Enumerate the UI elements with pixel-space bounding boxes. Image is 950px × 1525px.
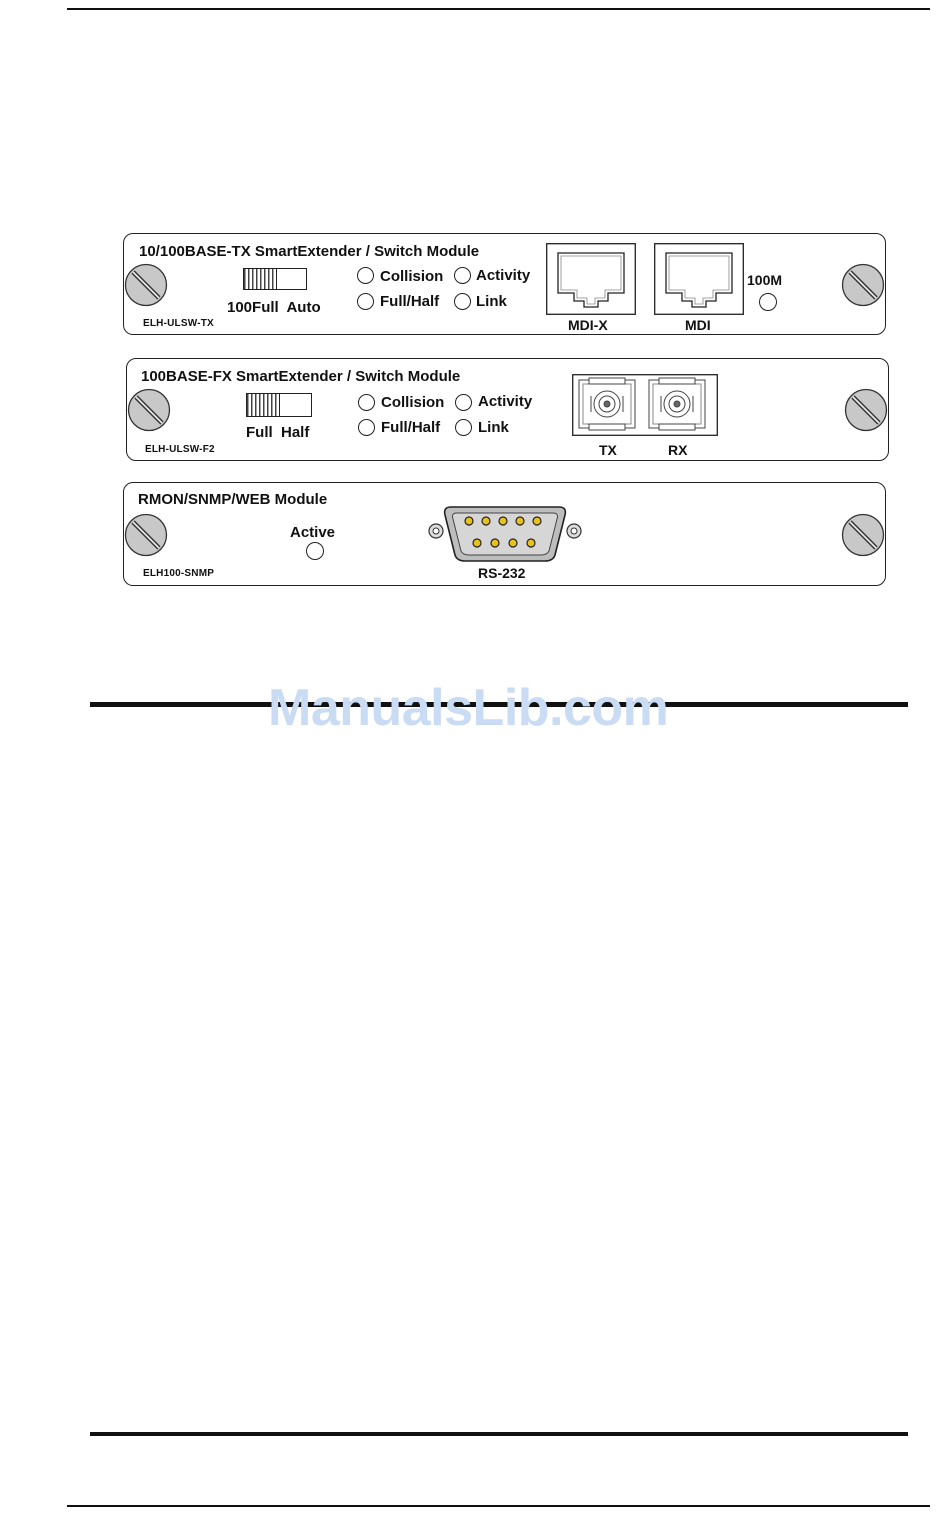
bottom-rule	[67, 1505, 930, 1507]
full-half-label: Full/Half	[380, 293, 440, 310]
link-led	[455, 419, 472, 436]
activity-led	[454, 267, 471, 284]
active-led	[306, 542, 324, 560]
link-label: Link	[476, 293, 507, 310]
collision-led	[357, 267, 374, 284]
switch-labels: Full Half	[246, 424, 310, 441]
speed-100m-label: 100M	[747, 272, 783, 288]
screw-icon	[841, 263, 885, 307]
section-rule-lower	[90, 1432, 908, 1436]
mdix-label: MDI-X	[568, 317, 608, 333]
screw-icon	[127, 388, 171, 432]
module-tx-model: ELH-ULSW-TX	[143, 318, 214, 329]
module-snmp-title: RMON/SNMP/WEB Module	[138, 491, 328, 508]
collision-led	[358, 394, 375, 411]
collision-label: Collision	[380, 268, 444, 285]
activity-led	[455, 394, 472, 411]
switch-labels: 100Full Auto	[227, 299, 321, 316]
screw-icon	[841, 513, 885, 557]
rs232-label: RS-232	[478, 565, 526, 581]
fiber-sc-port-icon[interactable]	[572, 374, 718, 436]
duplex-switch[interactable]	[243, 268, 307, 290]
module-fx-panel	[126, 358, 889, 461]
module-fx-title: 100BASE-FX SmartExtender / Switch Module	[141, 368, 461, 385]
fiber-rx-label: RX	[668, 442, 688, 458]
activity-label: Activity	[476, 267, 531, 284]
rj45-mdix-port-icon[interactable]	[546, 243, 636, 315]
speed-100m-led	[759, 293, 777, 311]
duplex-switch[interactable]	[246, 393, 312, 417]
module-snmp-model: ELH100-SNMP	[143, 568, 215, 579]
activity-label: Activity	[478, 393, 533, 410]
module-tx-panel	[123, 233, 886, 335]
screw-icon	[844, 388, 888, 432]
rj45-mdi-port-icon[interactable]	[654, 243, 744, 315]
full-half-led	[358, 419, 375, 436]
link-label: Link	[478, 419, 509, 436]
collision-label: Collision	[381, 394, 445, 411]
fiber-tx-label: TX	[599, 442, 617, 458]
link-led	[454, 293, 471, 310]
top-rule	[67, 8, 930, 10]
watermark: ManualsLib.com	[268, 679, 669, 737]
module-tx-title: 10/100BASE-TX SmartExtender / Switch Module	[139, 243, 480, 260]
rs232-db9-port-icon[interactable]	[427, 503, 583, 565]
screw-icon	[124, 263, 168, 307]
module-fx-model: ELH-ULSW-F2	[145, 444, 215, 455]
full-half-label: Full/Half	[381, 419, 441, 436]
full-half-led	[357, 293, 374, 310]
screw-icon	[124, 513, 168, 557]
mdi-label: MDI	[685, 317, 711, 333]
active-label: Active	[290, 524, 336, 541]
module-snmp-panel	[123, 482, 886, 586]
